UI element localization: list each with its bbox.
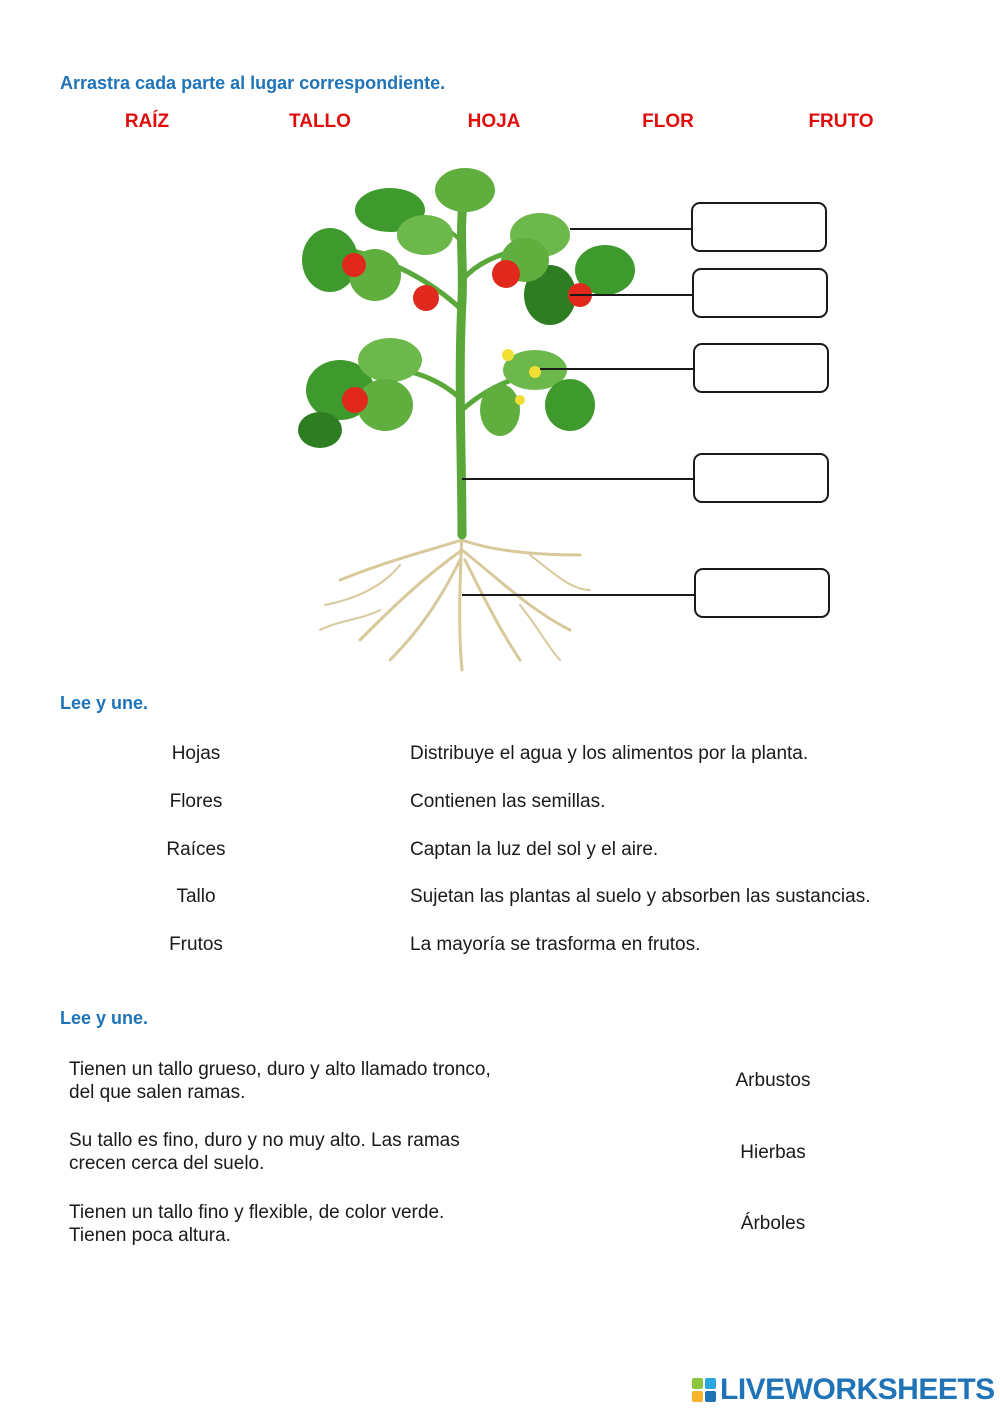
match-item-function[interactable]: Contienen las semillas. bbox=[410, 791, 606, 812]
leader-line bbox=[540, 368, 693, 370]
match-item-part[interactable]: Flores bbox=[169, 791, 223, 812]
drag-word-raiz[interactable]: RAÍZ bbox=[124, 111, 170, 132]
match-item-part[interactable]: Hojas bbox=[171, 743, 221, 764]
drag-word-flor[interactable]: FLOR bbox=[642, 111, 694, 132]
instruction-drag: Arrastra cada parte al lugar correspondiente. bbox=[60, 73, 446, 93]
instruction-match-parts: Lee y une. bbox=[60, 693, 149, 713]
leader-line bbox=[462, 478, 693, 480]
drag-word-fruto[interactable]: FRUTO bbox=[808, 111, 874, 132]
drag-word-tallo[interactable]: TALLO bbox=[289, 111, 351, 132]
match-item-function[interactable]: Sujetan las plantas al suelo y absorben las sustancias. bbox=[410, 886, 871, 907]
drop-box[interactable] bbox=[694, 568, 830, 618]
match-item-function[interactable]: Captan la luz del sol y el aire. bbox=[410, 839, 659, 860]
leader-line bbox=[462, 594, 694, 596]
drop-box[interactable] bbox=[692, 268, 828, 318]
drag-word-hoja[interactable]: HOJA bbox=[467, 111, 521, 132]
match-item-part[interactable]: Raíces bbox=[166, 839, 226, 860]
match-item-part[interactable]: Frutos bbox=[169, 934, 223, 955]
match-item-plant-type[interactable]: Hierbas bbox=[740, 1142, 806, 1163]
logo-squares-icon bbox=[692, 1378, 716, 1402]
match-item-function[interactable]: Distribuye el agua y los alimentos por la planta. bbox=[410, 743, 809, 764]
match-item-description[interactable] bbox=[69, 1201, 444, 1247]
match-item-part[interactable]: Tallo bbox=[176, 886, 216, 907]
leader-line bbox=[570, 228, 691, 230]
match-item-description[interactable] bbox=[69, 1129, 460, 1175]
description-line: crecen cerca del suelo. bbox=[69, 1153, 265, 1174]
description-line: Tienen un tallo grueso, duro y alto llamado tronco, bbox=[69, 1059, 491, 1080]
roots-icon bbox=[320, 530, 590, 670]
description-line: del que salen ramas. bbox=[69, 1082, 246, 1103]
tomato-plant-illustration bbox=[280, 160, 680, 680]
instruction-match-plant-types: Lee y une. bbox=[60, 1008, 149, 1028]
description-line: Tienen poca altura. bbox=[69, 1225, 231, 1246]
match-item-plant-type[interactable]: Árboles bbox=[740, 1213, 806, 1234]
drop-box[interactable] bbox=[691, 202, 827, 252]
match-item-description[interactable] bbox=[69, 1058, 491, 1104]
liveworksheets-logo bbox=[692, 1374, 995, 1406]
description-line: Tienen un tallo fino y flexible, de color verde. bbox=[69, 1202, 445, 1223]
leader-line bbox=[570, 294, 692, 296]
logo-text: LIVEWORKSHEETS bbox=[720, 1373, 995, 1406]
drop-box[interactable] bbox=[693, 453, 829, 503]
match-item-function[interactable]: La mayoría se trasforma en frutos. bbox=[410, 934, 701, 955]
match-item-plant-type[interactable]: Arbustos bbox=[735, 1070, 811, 1091]
drop-box[interactable] bbox=[693, 343, 829, 393]
description-line: Su tallo es fino, duro y no muy alto. Las ramas bbox=[69, 1130, 460, 1151]
